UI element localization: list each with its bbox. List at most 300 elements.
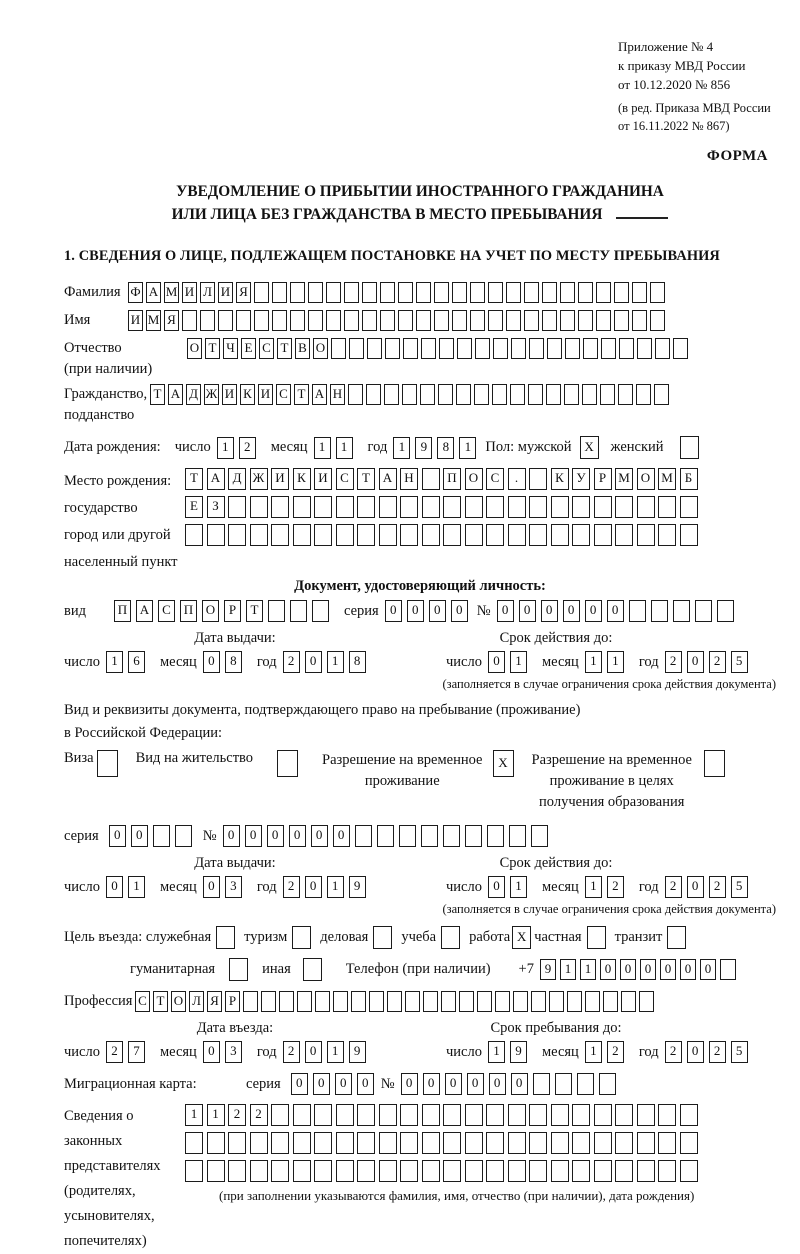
char-cell[interactable]: 2 [665,876,682,898]
char-cell[interactable] [315,991,330,1012]
char-cell[interactable]: А [136,600,153,622]
char-cell[interactable] [182,310,197,331]
char-cell[interactable]: О [313,338,328,359]
char-cell[interactable]: 5 [731,1041,748,1063]
char-cell[interactable]: . [508,468,526,490]
char-cell[interactable] [614,310,629,331]
char-cell[interactable] [421,338,436,359]
char-cell[interactable]: П [443,468,461,490]
char-cell[interactable] [236,310,251,331]
char-cell[interactable]: И [314,468,332,490]
char-cell[interactable] [637,1160,655,1182]
char-cell[interactable]: О [465,468,483,490]
char-cell[interactable] [185,524,203,546]
char-cell[interactable] [308,310,323,331]
char-cell[interactable]: Т [205,338,220,359]
checkbox-temp-residence-edu[interactable] [704,750,725,777]
char-cell[interactable]: 2 [239,437,256,459]
char-cell[interactable] [615,1132,633,1154]
char-cell[interactable] [680,524,698,546]
char-cell[interactable] [673,338,688,359]
char-cell[interactable] [271,524,289,546]
char-cell[interactable]: Д [228,468,246,490]
char-cell[interactable] [387,991,402,1012]
char-cell[interactable] [297,991,312,1012]
char-cell[interactable] [228,1160,246,1182]
char-cell[interactable] [673,600,690,622]
char-cell[interactable] [385,338,400,359]
char-cell[interactable] [621,991,636,1012]
char-cell[interactable] [367,338,382,359]
char-cell[interactable] [380,310,395,331]
char-cell[interactable] [422,1132,440,1154]
char-cell[interactable] [495,991,510,1012]
char-cell[interactable] [357,1104,375,1126]
char-cell[interactable] [268,600,285,622]
char-cell[interactable] [572,1104,590,1126]
char-cell[interactable] [349,338,364,359]
char-cell[interactable] [366,384,381,405]
char-cell[interactable] [250,524,268,546]
checkbox-private[interactable] [587,926,606,949]
char-cell[interactable] [402,384,417,405]
char-cell[interactable] [658,1160,676,1182]
char-cell[interactable]: 0 [333,825,350,847]
char-cell[interactable] [456,384,471,405]
char-cell[interactable]: А [207,468,225,490]
char-cell[interactable] [271,496,289,518]
char-cell[interactable] [254,282,269,303]
char-cell[interactable] [379,1160,397,1182]
char-cell[interactable]: 1 [585,1041,602,1063]
char-cell[interactable] [637,1132,655,1154]
char-cell[interactable] [380,282,395,303]
char-cell[interactable]: 0 [680,959,696,980]
char-cell[interactable]: 9 [510,1041,527,1063]
char-cell[interactable]: 8 [225,651,242,673]
char-cell[interactable] [443,825,460,847]
char-cell[interactable]: 2 [665,651,682,673]
char-cell[interactable]: 0 [488,876,505,898]
checkbox-temp-residence[interactable]: X [493,750,514,777]
char-cell[interactable] [336,1104,354,1126]
char-cell[interactable] [578,282,593,303]
char-cell[interactable]: Е [185,496,203,518]
char-cell[interactable]: 1 [336,437,353,459]
char-cell[interactable] [443,1160,461,1182]
char-cell[interactable] [379,1132,397,1154]
char-cell[interactable] [465,1132,483,1154]
char-cell[interactable]: 0 [131,825,148,847]
char-cell[interactable] [398,310,413,331]
char-cell[interactable] [511,338,526,359]
char-cell[interactable]: 0 [203,1041,220,1063]
char-cell[interactable] [619,338,634,359]
char-cell[interactable] [547,338,562,359]
char-cell[interactable] [594,1104,612,1126]
char-cell[interactable]: 0 [423,1073,440,1095]
char-cell[interactable] [615,1104,633,1126]
char-cell[interactable]: О [171,991,186,1012]
char-cell[interactable]: 6 [128,651,145,673]
char-cell[interactable] [369,991,384,1012]
char-cell[interactable]: 1 [607,651,624,673]
char-cell[interactable]: 8 [349,651,366,673]
char-cell[interactable] [551,1104,569,1126]
char-cell[interactable] [175,825,192,847]
char-cell[interactable] [565,338,580,359]
char-cell[interactable]: И [218,282,233,303]
char-cell[interactable] [434,310,449,331]
char-cell[interactable]: 0 [401,1073,418,1095]
char-cell[interactable] [443,1132,461,1154]
char-cell[interactable]: З [207,496,225,518]
char-cell[interactable] [529,524,547,546]
char-cell[interactable] [506,310,521,331]
char-cell[interactable] [529,468,547,490]
char-cell[interactable] [508,1104,526,1126]
char-cell[interactable] [546,384,561,405]
char-cell[interactable]: 0 [385,600,402,622]
char-cell[interactable]: Е [241,338,256,359]
char-cell[interactable]: М [615,468,633,490]
char-cell[interactable] [441,991,456,1012]
char-cell[interactable]: 2 [665,1041,682,1063]
char-cell[interactable] [486,524,504,546]
char-cell[interactable] [271,1160,289,1182]
char-cell[interactable]: Я [236,282,251,303]
char-cell[interactable] [585,991,600,1012]
char-cell[interactable] [632,310,647,331]
char-cell[interactable] [680,1104,698,1126]
char-cell[interactable]: П [180,600,197,622]
checkbox-study[interactable] [441,926,460,949]
char-cell[interactable] [398,282,413,303]
char-cell[interactable]: П [114,600,131,622]
char-cell[interactable] [228,524,246,546]
char-cell[interactable] [594,496,612,518]
char-cell[interactable] [567,991,582,1012]
char-cell[interactable]: Р [224,600,241,622]
char-cell[interactable] [529,1132,547,1154]
char-cell[interactable] [465,1104,483,1126]
char-cell[interactable]: 5 [731,876,748,898]
char-cell[interactable] [228,496,246,518]
char-cell[interactable] [399,825,416,847]
char-cell[interactable]: А [312,384,327,405]
char-cell[interactable]: 2 [283,1041,300,1063]
char-cell[interactable]: 0 [660,959,676,980]
char-cell[interactable] [560,282,575,303]
char-cell[interactable] [596,310,611,331]
char-cell[interactable]: 2 [709,1041,726,1063]
char-cell[interactable]: 0 [203,876,220,898]
char-cell[interactable]: К [551,468,569,490]
char-cell[interactable] [486,496,504,518]
char-cell[interactable] [443,524,461,546]
char-cell[interactable]: 0 [563,600,580,622]
char-cell[interactable]: 0 [511,1073,528,1095]
char-cell[interactable]: Л [200,282,215,303]
char-cell[interactable] [601,338,616,359]
char-cell[interactable]: С [158,600,175,622]
char-cell[interactable]: О [187,338,202,359]
char-cell[interactable]: И [182,282,197,303]
char-cell[interactable]: 0 [203,651,220,673]
char-cell[interactable] [362,310,377,331]
char-cell[interactable]: С [486,468,504,490]
char-cell[interactable] [465,825,482,847]
char-cell[interactable] [207,1160,225,1182]
char-cell[interactable] [336,1132,354,1154]
char-cell[interactable]: 0 [305,1041,322,1063]
char-cell[interactable] [531,991,546,1012]
char-cell[interactable]: 1 [217,437,234,459]
char-cell[interactable] [564,384,579,405]
char-cell[interactable] [357,1160,375,1182]
char-cell[interactable]: Н [400,468,418,490]
char-cell[interactable]: Ж [250,468,268,490]
char-cell[interactable] [529,1104,547,1126]
char-cell[interactable]: 0 [585,600,602,622]
char-cell[interactable]: 9 [415,437,432,459]
char-cell[interactable] [348,384,363,405]
char-cell[interactable]: 2 [607,876,624,898]
char-cell[interactable] [400,524,418,546]
char-cell[interactable] [434,282,449,303]
char-cell[interactable] [680,496,698,518]
char-cell[interactable] [487,825,504,847]
char-cell[interactable] [717,600,734,622]
char-cell[interactable] [422,468,440,490]
char-cell[interactable]: 1 [106,651,123,673]
char-cell[interactable] [272,310,287,331]
char-cell[interactable] [416,310,431,331]
char-cell[interactable] [658,1132,676,1154]
char-cell[interactable] [477,991,492,1012]
char-cell[interactable]: 0 [291,1073,308,1095]
char-cell[interactable] [362,282,377,303]
char-cell[interactable]: 0 [687,651,704,673]
char-cell[interactable]: 0 [700,959,716,980]
char-cell[interactable] [531,825,548,847]
char-cell[interactable] [650,310,665,331]
char-cell[interactable] [650,282,665,303]
char-cell[interactable] [185,1132,203,1154]
char-cell[interactable] [357,496,375,518]
checkbox-male[interactable]: X [580,436,599,459]
char-cell[interactable] [654,384,669,405]
char-cell[interactable]: 1 [459,437,476,459]
char-cell[interactable] [488,310,503,331]
char-cell[interactable] [629,600,646,622]
char-cell[interactable] [475,338,490,359]
char-cell[interactable] [416,282,431,303]
char-cell[interactable]: 0 [357,1073,374,1095]
char-cell[interactable] [533,1073,550,1095]
char-cell[interactable]: 0 [267,825,284,847]
char-cell[interactable] [250,496,268,518]
char-cell[interactable] [336,524,354,546]
char-cell[interactable] [290,310,305,331]
char-cell[interactable]: В [295,338,310,359]
char-cell[interactable] [637,496,655,518]
char-cell[interactable]: Р [594,468,612,490]
char-cell[interactable] [293,524,311,546]
char-cell[interactable] [439,338,454,359]
char-cell[interactable]: О [202,600,219,622]
char-cell[interactable] [400,496,418,518]
char-cell[interactable] [524,310,539,331]
char-cell[interactable]: 1 [580,959,596,980]
char-cell[interactable] [271,1104,289,1126]
char-cell[interactable] [551,1160,569,1182]
char-cell[interactable] [465,524,483,546]
char-cell[interactable]: 2 [709,651,726,673]
char-cell[interactable] [290,282,305,303]
char-cell[interactable] [637,338,652,359]
char-cell[interactable]: 1 [393,437,410,459]
char-cell[interactable] [680,1132,698,1154]
char-cell[interactable]: 1 [327,876,344,898]
char-cell[interactable] [658,1104,676,1126]
char-cell[interactable] [261,991,276,1012]
char-cell[interactable]: 0 [489,1073,506,1095]
char-cell[interactable]: 1 [185,1104,203,1126]
char-cell[interactable] [153,825,170,847]
char-cell[interactable] [405,991,420,1012]
char-cell[interactable] [452,310,467,331]
char-cell[interactable] [615,496,633,518]
char-cell[interactable] [486,1160,504,1182]
char-cell[interactable]: 1 [585,651,602,673]
char-cell[interactable] [400,1132,418,1154]
char-cell[interactable] [218,310,233,331]
char-cell[interactable] [524,282,539,303]
char-cell[interactable] [465,496,483,518]
char-cell[interactable] [438,384,453,405]
char-cell[interactable]: 0 [335,1073,352,1095]
char-cell[interactable]: 0 [407,600,424,622]
char-cell[interactable]: 0 [289,825,306,847]
char-cell[interactable]: 0 [640,959,656,980]
char-cell[interactable]: 0 [687,1041,704,1063]
char-cell[interactable]: К [293,468,311,490]
char-cell[interactable]: 1 [488,1041,505,1063]
char-cell[interactable]: Н [330,384,345,405]
char-cell[interactable] [465,1160,483,1182]
checkbox-official[interactable] [216,926,235,949]
char-cell[interactable] [243,991,258,1012]
char-cell[interactable]: Б [680,468,698,490]
checkbox-humanitarian[interactable] [229,958,248,981]
char-cell[interactable]: М [164,282,179,303]
char-cell[interactable]: 2 [228,1104,246,1126]
char-cell[interactable] [443,1104,461,1126]
char-cell[interactable] [655,338,670,359]
char-cell[interactable]: 0 [223,825,240,847]
char-cell[interactable] [695,600,712,622]
char-cell[interactable] [344,282,359,303]
char-cell[interactable] [377,825,394,847]
checkbox-transit[interactable] [667,926,686,949]
char-cell[interactable]: 2 [283,651,300,673]
char-cell[interactable] [594,524,612,546]
char-cell[interactable] [582,384,597,405]
char-cell[interactable]: 0 [305,651,322,673]
char-cell[interactable]: 2 [250,1104,268,1126]
char-cell[interactable] [637,524,655,546]
char-cell[interactable] [583,338,598,359]
char-cell[interactable] [207,524,225,546]
char-cell[interactable]: Ж [204,384,219,405]
char-cell[interactable] [459,991,474,1012]
char-cell[interactable]: С [259,338,274,359]
char-cell[interactable]: И [258,384,273,405]
char-cell[interactable] [594,1160,612,1182]
char-cell[interactable] [422,1104,440,1126]
char-cell[interactable]: И [222,384,237,405]
checkbox-business[interactable] [373,926,392,949]
char-cell[interactable]: 0 [451,600,468,622]
char-cell[interactable] [200,310,215,331]
char-cell[interactable] [508,1160,526,1182]
char-cell[interactable]: 9 [349,1041,366,1063]
char-cell[interactable]: Р [225,991,240,1012]
char-cell[interactable]: 2 [283,876,300,898]
char-cell[interactable] [357,524,375,546]
char-cell[interactable] [326,310,341,331]
char-cell[interactable] [443,496,461,518]
char-cell[interactable] [632,282,647,303]
char-cell[interactable] [326,282,341,303]
char-cell[interactable]: Я [207,991,222,1012]
char-cell[interactable]: Л [189,991,204,1012]
char-cell[interactable] [308,282,323,303]
char-cell[interactable]: 0 [620,959,636,980]
char-cell[interactable] [603,991,618,1012]
char-cell[interactable]: 2 [709,876,726,898]
char-cell[interactable] [492,384,507,405]
char-cell[interactable]: 3 [225,1041,242,1063]
char-cell[interactable]: 0 [305,876,322,898]
char-cell[interactable] [600,384,615,405]
checkbox-work[interactable]: X [512,926,531,949]
char-cell[interactable]: 0 [541,600,558,622]
char-cell[interactable] [228,1132,246,1154]
char-cell[interactable] [250,1132,268,1154]
char-cell[interactable] [551,1132,569,1154]
char-cell[interactable]: 1 [585,876,602,898]
char-cell[interactable] [185,1160,203,1182]
char-cell[interactable] [572,1132,590,1154]
char-cell[interactable] [293,1132,311,1154]
char-cell[interactable]: Т [357,468,375,490]
char-cell[interactable] [457,338,472,359]
char-cell[interactable] [651,600,668,622]
char-cell[interactable] [271,1132,289,1154]
char-cell[interactable]: К [240,384,255,405]
char-cell[interactable] [596,282,611,303]
char-cell[interactable] [351,991,366,1012]
char-cell[interactable] [422,524,440,546]
char-cell[interactable]: 1 [510,876,527,898]
char-cell[interactable] [549,991,564,1012]
char-cell[interactable] [577,1073,594,1095]
char-cell[interactable] [470,310,485,331]
char-cell[interactable] [344,310,359,331]
char-cell[interactable] [384,384,399,405]
